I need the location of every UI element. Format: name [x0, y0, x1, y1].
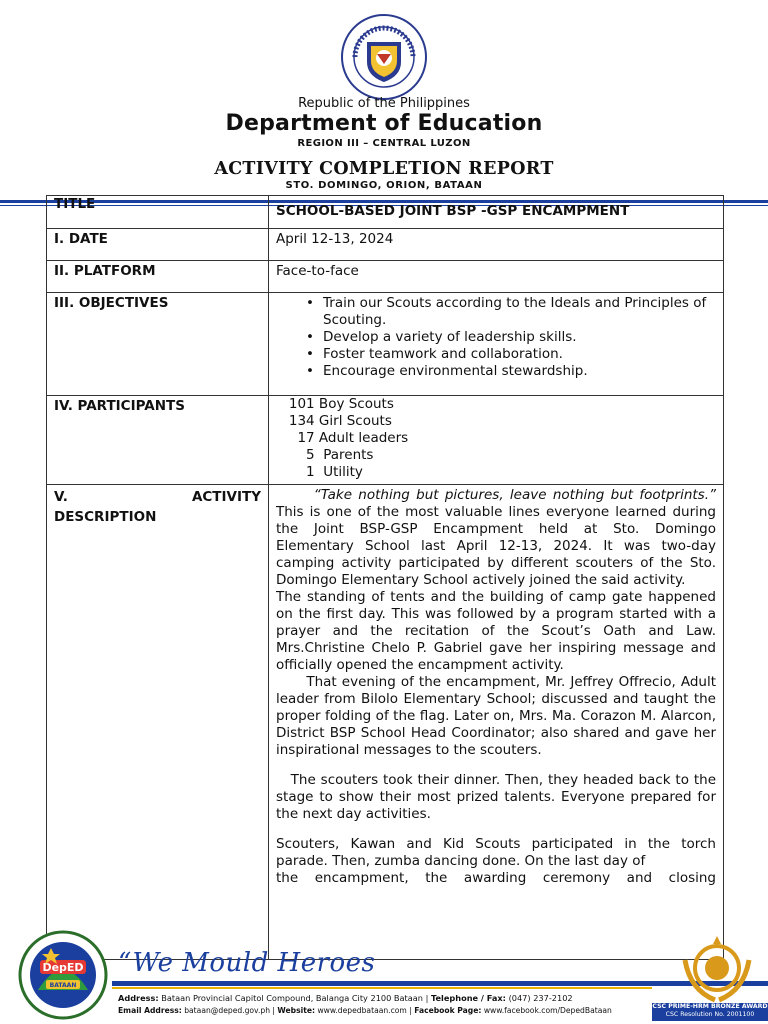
facebook-value: www.facebook.com/DepedBataan [481, 1006, 612, 1015]
description-paragraph-3: That evening of the encampment, Mr. Jeffrey Offrecio, Adult leader from Bilolo Elementary School; discussed and taught the proper folding of the flag. Later on, Mrs. Ma. Corazon M. Alarcon, District BSP School Head Coordinator; also shared and gave her inspirational messages to the scouters. [276, 674, 721, 758]
list-item: 5 Parents [276, 447, 374, 463]
phone-label: Telephone / Fax: [430, 993, 506, 1003]
footer-address [118, 993, 573, 1003]
description-label-number: V. [54, 489, 68, 505]
report-table [46, 195, 724, 960]
deped-seal-logo [341, 14, 427, 100]
list-item: 1 Utility [276, 464, 363, 480]
description-value [269, 485, 724, 960]
description-p1-text: This is one of the most valuable lines everyone learned during the Joint BSP-GSP Encampment held at Sto. Domingo Elementary School last April 12-13, 2024. It was two-day camping activity participated by different scouters of the Sto. Domingo Elementary School actively joined the said activity. [276, 504, 716, 588]
date-value: April 12-13, 2024 [269, 229, 724, 261]
platform-value: Face-to-face [269, 261, 724, 293]
award-line-2: CSC Resolution No. 2001100 [665, 1011, 755, 1018]
facebook-label: Facebook Page: [414, 1006, 482, 1015]
participants-value [269, 396, 724, 485]
description-paragraph-2: The standing of tents and the building of camp gate happened on the first day. This was followed by a program started with a prayer and the recitation of the Scout’s Oath and Law. Mrs.Christine Chelo P. Gabriel gave her inspiring message and officially opened the encampment activity. [276, 589, 716, 673]
objectives-list [276, 295, 716, 380]
objectives-label: III. OBJECTIVES [47, 293, 269, 396]
address-value: Bataan Provincial Capitol Compound, Balanga City 2100 Bataan | [158, 993, 431, 1003]
list-item: 101 Boy Scouts [276, 396, 394, 412]
website-label: Website: [277, 1006, 316, 1015]
table-row-objectives [47, 293, 724, 396]
phone-value: (047) 237-2102 [505, 993, 573, 1003]
description-label-word-2: DESCRIPTION [54, 509, 157, 525]
footer-motto: “We Mould Heroes [118, 948, 376, 978]
description-paragraph-4: The scouters took their dinner. Then, they headed back to the stage to show their most prized talents. Everyone prepared for the next day activities. [276, 772, 721, 822]
table-row-date [47, 229, 724, 261]
list-item: • Foster teamwork and collaboration. [306, 346, 716, 363]
list-item: 17 Adult leaders [276, 430, 409, 446]
description-paragraph-1 [276, 487, 716, 589]
description-paragraph-6: the encampment, the awarding ceremony and closing [276, 870, 716, 886]
header-republic: Republic of the Philippines [298, 96, 470, 111]
list-item: • Encourage environmental stewardship. [306, 363, 716, 380]
description-quote: “Take nothing but pictures, leave nothing but footprints.” [313, 487, 716, 503]
deped-logo-text: DepED [42, 961, 84, 974]
objectives-value [269, 293, 724, 396]
description-label [47, 485, 269, 960]
title-label: TITLE [47, 196, 269, 229]
footer-contacts [118, 1006, 612, 1015]
description-label-word: ACTIVITY [191, 489, 261, 505]
header-region: REGION III – CENTRAL LUZON [297, 138, 471, 149]
date-label: I. DATE [47, 229, 269, 261]
report-title: ACTIVITY COMPLETION REPORT [214, 159, 554, 179]
description-label-line [54, 487, 261, 507]
email-value: bataan@deped.gov.ph | [181, 1006, 278, 1015]
description-paragraph-5: Scouters, Kawan and Kid Scouts participated in the torch parade. Then, zumba dancing done. On the last day of [276, 836, 716, 869]
award-line-1: CSC PRIME-HRM BRONZE AWARD [652, 1003, 768, 1010]
footer-divider-accent [112, 987, 652, 989]
school-address: STO. DOMINGO, ORION, BATAAN [285, 180, 483, 190]
table-row-description [47, 485, 724, 960]
website-value: www.depedbataan.com | [315, 1006, 415, 1015]
deped-logo-sub: BATAAN [49, 982, 77, 989]
table-row-participants [47, 396, 724, 485]
title-value: SCHOOL-BASED JOINT BSP -GSP ENCAMPMENT [269, 196, 724, 229]
platform-label: II. PLATFORM [47, 261, 269, 293]
list-item: 134 Girl Scouts [276, 413, 392, 429]
list-item: • Develop a variety of leadership skills. [306, 329, 716, 346]
address-label: Address: [118, 993, 159, 1003]
header-department: Department of Education [225, 111, 543, 136]
table-row-platform [47, 261, 724, 293]
email-label: Email Address: [118, 1006, 182, 1015]
participants-label: IV. PARTICIPANTS [47, 396, 269, 485]
deped-bataan-logo [18, 930, 108, 1020]
list-item: • Train our Scouts according to the Ideals and Principles of Scouting. [306, 295, 716, 329]
table-row-title [47, 196, 724, 229]
award-caption [652, 1003, 768, 1021]
